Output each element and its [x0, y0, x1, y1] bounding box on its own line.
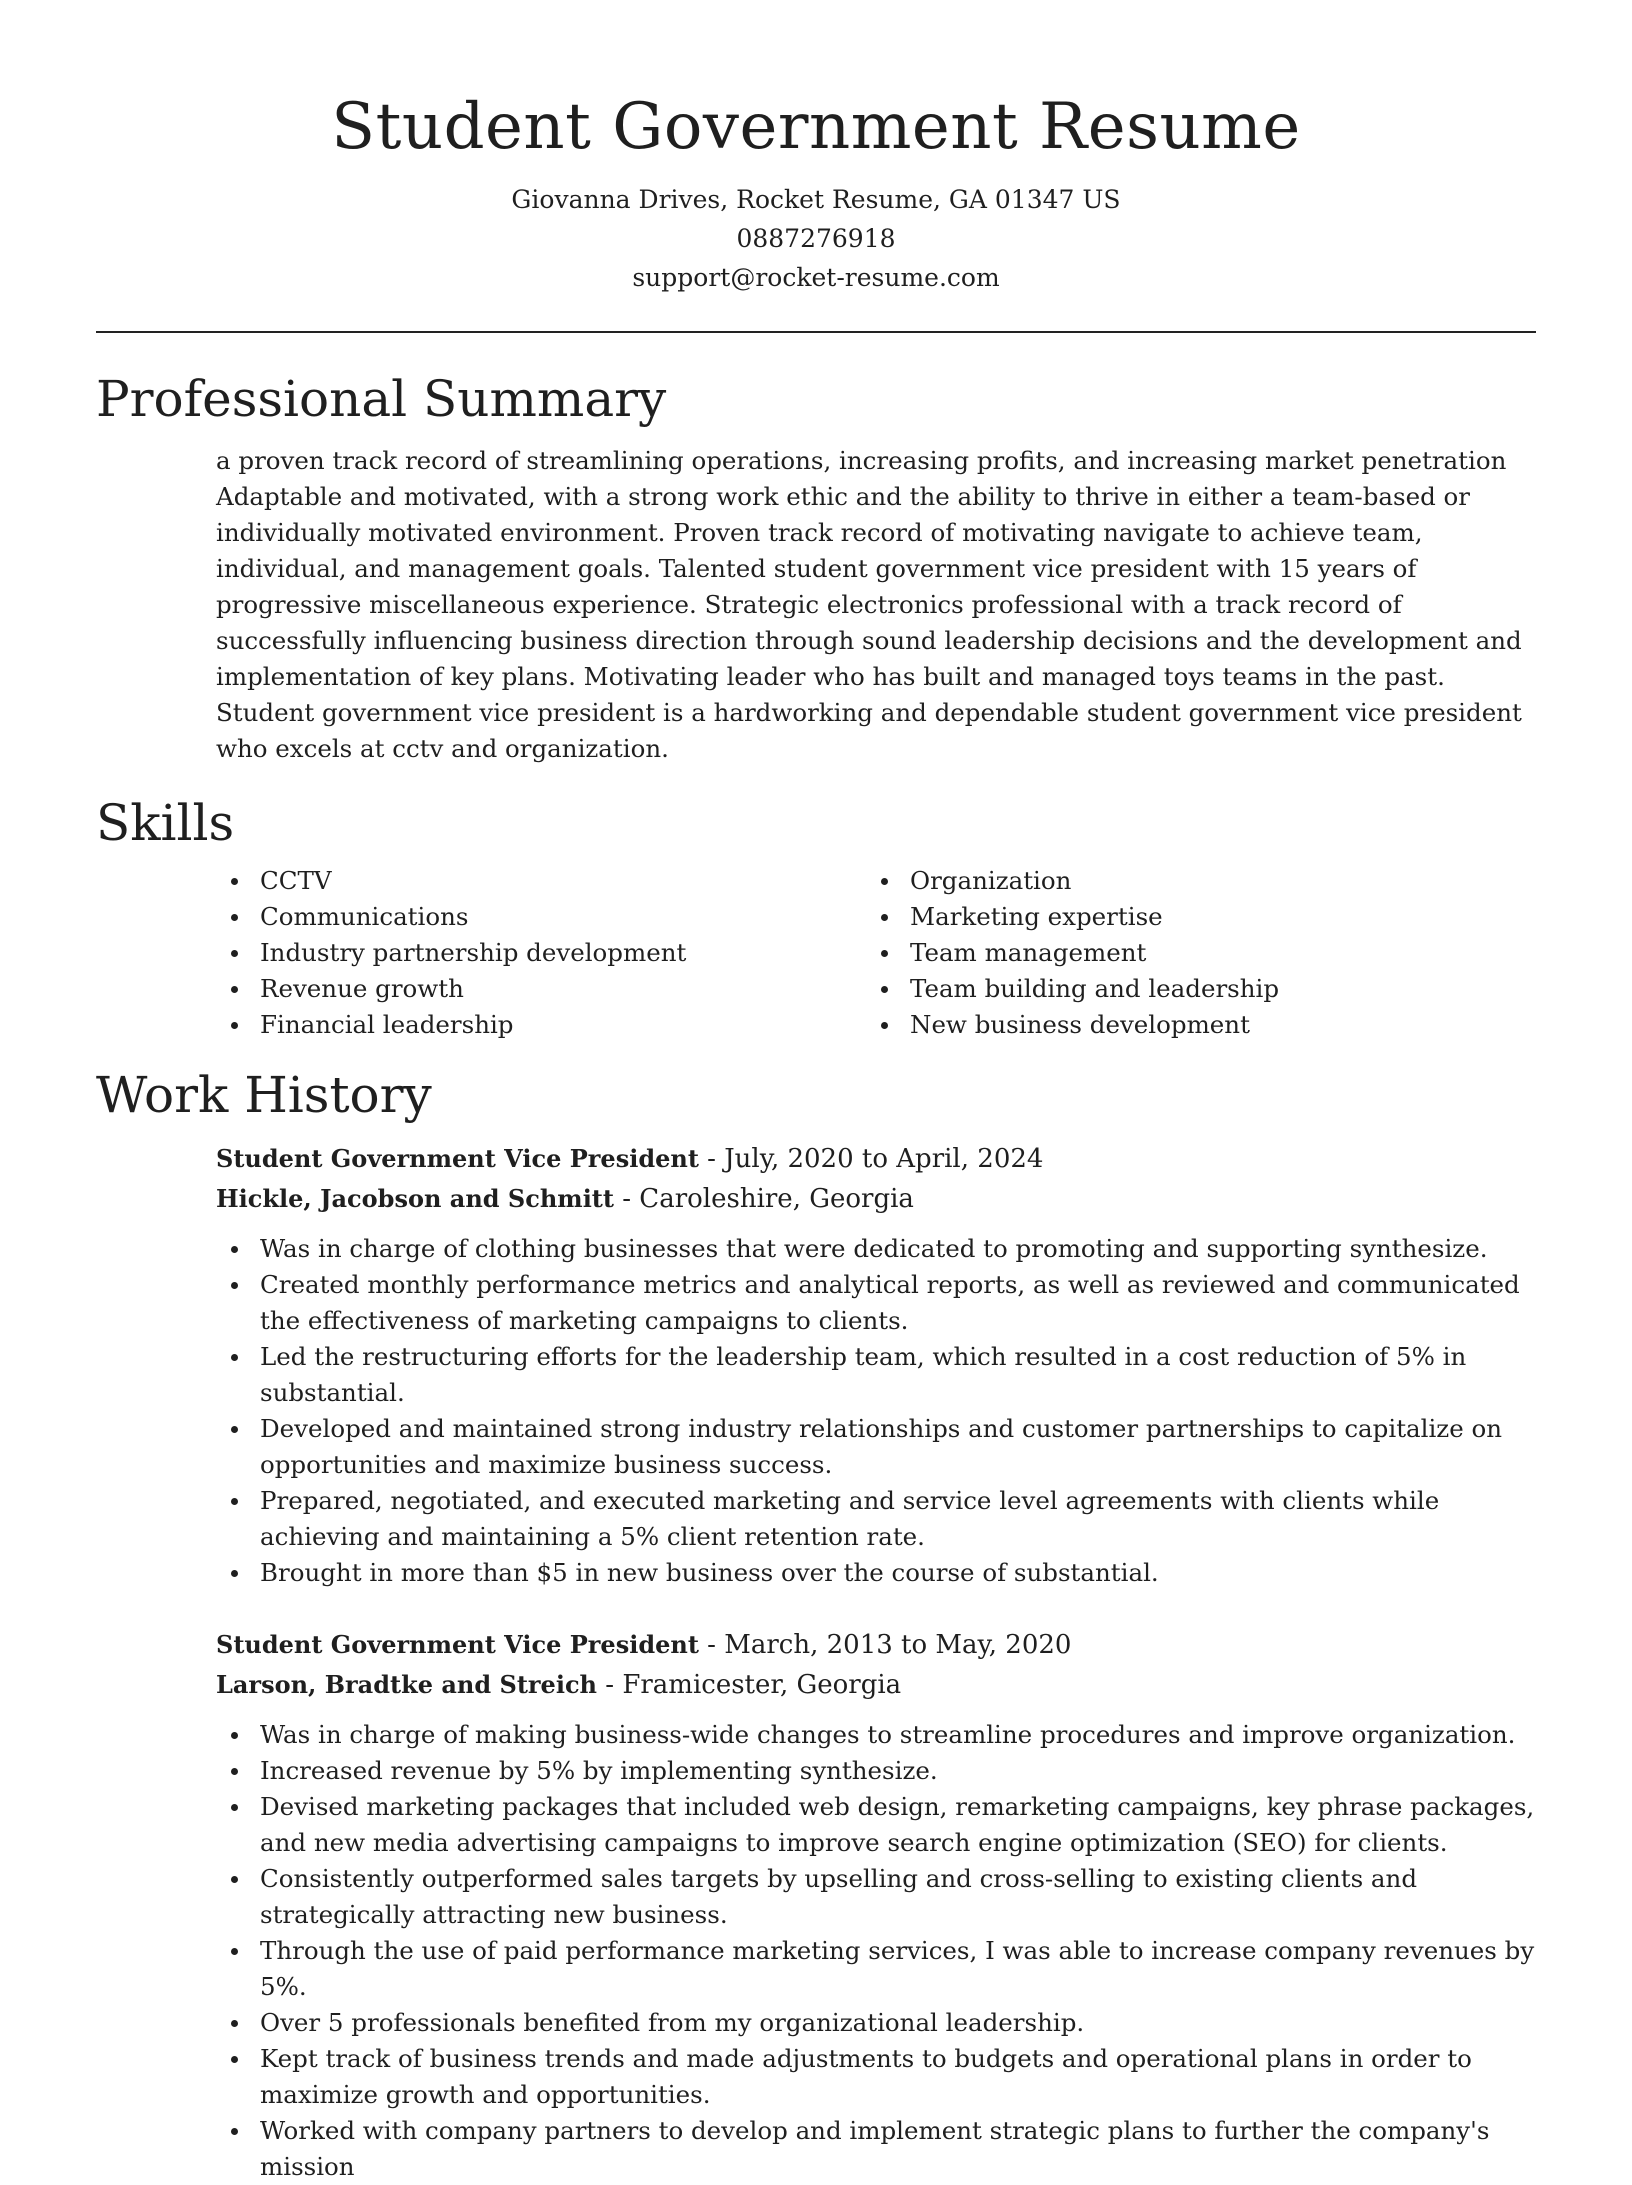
- job-title: Student Government Vice President: [216, 1630, 699, 1659]
- job-dates: - March, 2013 to May, 2020: [698, 1630, 1072, 1660]
- skill-item: Organization: [866, 863, 1516, 899]
- job-entry: [216, 1625, 1536, 2185]
- job-bullet: Created monthly performance metrics and analytical reports, as well as reviewed and communicated the effectiveness of marketing campaigns to clients.: [216, 1267, 1536, 1339]
- skill-item: Communications: [216, 899, 866, 935]
- skills-left-column: [216, 863, 866, 1043]
- job-bullet: Devised marketing packages that included web design, remarketing campaigns, key phrase packages, and new media advertising campaigns to improve search engine optimization (SEO) for clients.: [216, 1789, 1536, 1861]
- job-company-line: [216, 1665, 1536, 1705]
- job-bullets: [216, 1231, 1536, 1591]
- job-bullet: Worked with company partners to develop and implement strategic plans to further the company's mission: [216, 2113, 1536, 2185]
- job-dates: - July, 2020 to April, 2024: [698, 1144, 1044, 1174]
- resume-title: Student Government Resume: [331, 90, 1301, 164]
- resume-page: [96, 0, 1536, 2185]
- summary-heading: Professional Summary: [96, 370, 667, 428]
- job-location: - Caroleshire, Georgia: [613, 1184, 914, 1214]
- job-bullet: Increased revenue by 5% by implementing synthesize.: [216, 1753, 1536, 1789]
- skill-item: Revenue growth: [216, 971, 866, 1007]
- contact-info: [96, 180, 1536, 297]
- job-location: - Framicester, Georgia: [597, 1670, 902, 1700]
- email: support@rocket-resume.com: [632, 263, 1000, 292]
- resume-header: [96, 0, 1536, 297]
- job-bullet: Led the restructuring efforts for the leadership team, which resulted in a cost reduction of 5% in substantial.: [216, 1339, 1536, 1411]
- skill-item: CCTV: [216, 863, 866, 899]
- work-history-heading: Work History: [96, 1066, 432, 1124]
- skills-heading: Skills: [96, 794, 235, 852]
- job-title-line: [216, 1625, 1536, 1665]
- job-bullet: Was in charge of clothing businesses that were dedicated to promoting and supporting synthesize.: [216, 1231, 1536, 1267]
- skill-item: Team building and leadership: [866, 971, 1516, 1007]
- header-divider: [96, 331, 1536, 333]
- job-title: Student Government Vice President: [216, 1144, 699, 1173]
- job-entry: [216, 1139, 1536, 1591]
- job-bullet: Consistently outperformed sales targets by upselling and cross-selling to existing clients and strategically attracting new business.: [216, 1861, 1536, 1933]
- job-bullet: Kept track of business trends and made adjustments to budgets and operational plans in order to maximize growth and opportunities.: [216, 2041, 1536, 2113]
- skill-item: Marketing expertise: [866, 899, 1516, 935]
- job-bullets: [216, 1717, 1536, 2185]
- skill-item: New business development: [866, 1007, 1516, 1043]
- company-name: Hickle, Jacobson and Schmitt: [216, 1184, 614, 1213]
- skills-list: [216, 863, 1536, 1043]
- job-title-line: [216, 1139, 1536, 1179]
- job-company-line: [216, 1179, 1536, 1219]
- skill-item: Industry partnership development: [216, 935, 866, 971]
- company-name: Larson, Bradtke and Streich: [216, 1670, 597, 1699]
- job-bullet: Was in charge of making business-wide changes to streamline procedures and improve organization.: [216, 1717, 1536, 1753]
- phone: 0887276918: [736, 224, 896, 253]
- job-bullet: Developed and maintained strong industry relationships and customer partnerships to capitalize on opportunities and maximize business success.: [216, 1411, 1536, 1483]
- address: Giovanna Drives, Rocket Resume, GA 01347 US: [511, 185, 1121, 214]
- job-bullet: Over 5 professionals benefited from my organizational leadership.: [216, 2005, 1536, 2041]
- job-bullet: Brought in more than $5 in new business over the course of substantial.: [216, 1555, 1536, 1591]
- summary-text: a proven track record of streamlining operations, increasing profits, and increasing market penetration Adaptable and motivated, with a strong work ethic and the ability to thrive in either a team-based or individually motivated environment. Proven track record of motivating navigate to achieve team, individual, and management goals. Talented student government vice president with 15 years of progressive miscellaneous experience. Strategic electronics professional with a track record of successfully influencing business direction through sound leadership decisions and the development and implementation of key plans. Motivating leader who has built and managed toys teams in the past. Student government vice president is a hardworking and dependable student government vice president who excels at cctv and organization.: [216, 446, 1522, 763]
- skill-item: Financial leadership: [216, 1007, 866, 1043]
- skill-item: Team management: [866, 935, 1516, 971]
- skills-right-column: [866, 863, 1516, 1043]
- job-bullet: Through the use of paid performance marketing services, I was able to increase company revenues by 5%.: [216, 1933, 1536, 2005]
- job-bullet: Prepared, negotiated, and executed marketing and service level agreements with clients while achieving and maintaining a 5% client retention rate.: [216, 1483, 1536, 1555]
